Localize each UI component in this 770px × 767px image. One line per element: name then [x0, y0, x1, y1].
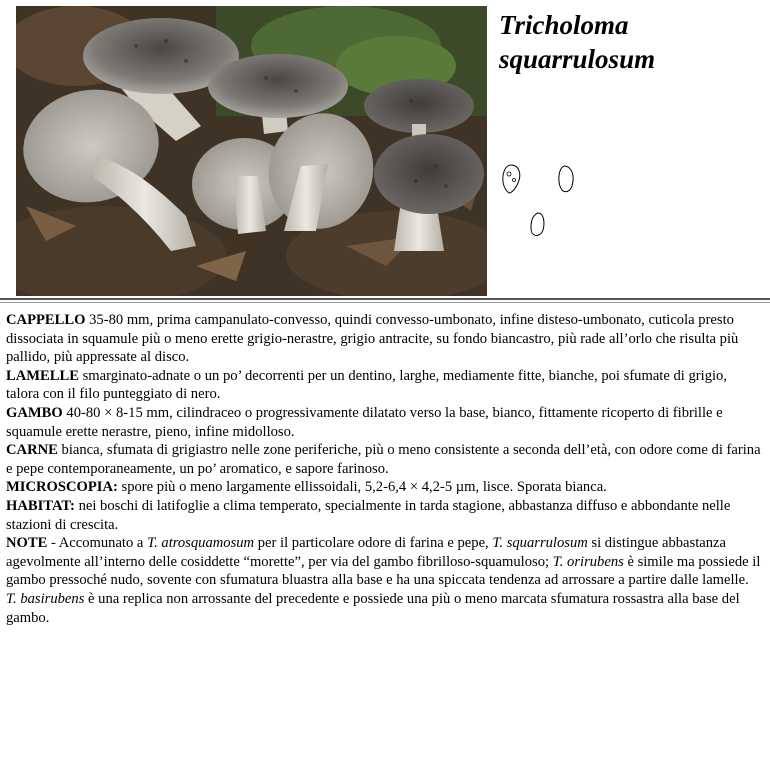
text-habitat: nei boschi di latifoglie a clima temperato, specialmente in tarda stagione, abbastanza diffuso e abbondante nelle stazioni di crescita. [6, 497, 731, 533]
text-lamelle: smarginato-adnate o un po’ decorrenti per un dentino, larghe, mediamente fitte, bianche, poi sfumate di grigio, talora con il filo punteggiato di nero. [6, 367, 727, 403]
label-cappello: CAPPELLO [6, 312, 86, 328]
separator-line-thin [0, 302, 770, 303]
label-gambo: GAMBO [6, 404, 63, 421]
note-text-1: - Accomunato a [47, 535, 148, 552]
section-cappello [6, 311, 762, 367]
note-text-4: è simile ma possiede il gambo pressoché nudo, sovente con sfumatura bluastra alla base e ha una spiccata tendenza ad arrossare a partire dalle lamelle. [6, 553, 761, 589]
spores-drawing [497, 160, 587, 245]
separator-line [0, 298, 770, 300]
text-carne: bianca, sfumata di grigiastro nelle zone periferiche, più o meno consistente a seconda dell’età, con odore come di farina e pepe contemporaneamente, un po’ aromatico, e sapore farinoso. [6, 442, 761, 477]
mushroom-illustration [16, 6, 487, 296]
label-note: NOTE [6, 535, 48, 552]
text-cappello: 35-80 mm, prima campanulato-convesso, quindi convesso-umbonato, infine disteso-umbonato, cuticola presto dissociata in squamule più o meno erette grigio-nerastre, grigio antracite, su fondo biancastro, più rade all’orlo che risulta più pallido, più appressate al disco. [6, 312, 739, 366]
text-gambo: 40-80 × 8-15 mm, cilindraceo o progressivamente dilatato verso la base, bianco, fittamente ricoperto di fibrille e squamule erette nerastre, pieno, infine midolloso. [6, 404, 723, 440]
label-lamelle: LAMELLE [6, 367, 79, 384]
note-species-4: T. basirubens [6, 590, 85, 607]
label-microscopia: MICROSCOPIA: [6, 479, 118, 496]
label-carne: CARNE [6, 442, 58, 459]
section-habitat [6, 497, 762, 534]
title-genus: Tricholoma [499, 10, 629, 40]
note-species-3: T. orirubens [552, 553, 624, 570]
mushroom-photo [16, 6, 487, 296]
note-species-1: T. atrosquamosum [147, 535, 255, 552]
text-microscopia: spore più o meno largamente ellissoidali, 5,2-6,4 × 4,2-5 µm, lisce. Sporata bianca. [117, 479, 607, 496]
section-microscopia [6, 478, 762, 497]
section-carne [6, 441, 762, 478]
note-species-2: T. squarrulosum [492, 535, 588, 552]
species-title [499, 8, 655, 76]
section-lamelle [6, 367, 762, 404]
note-text-2: per il particolare odore di farina e pepe, [254, 535, 493, 552]
note-text-3: si distingue abbastanza agevolmente all’interno delle cosiddette “morette”, per via del gambo fibrilloso-squamuloso; [6, 535, 726, 570]
section-gambo [6, 404, 762, 441]
section-note [6, 534, 762, 627]
species-description [6, 311, 762, 627]
label-habitat: HABITAT: [6, 497, 75, 514]
title-epithet: squarrulosum [499, 44, 656, 74]
note-text-5: è una replica non arrossante del precedente e possiede una più o meno marcata sfumatura rossastra alla base del gambo. [6, 590, 740, 626]
